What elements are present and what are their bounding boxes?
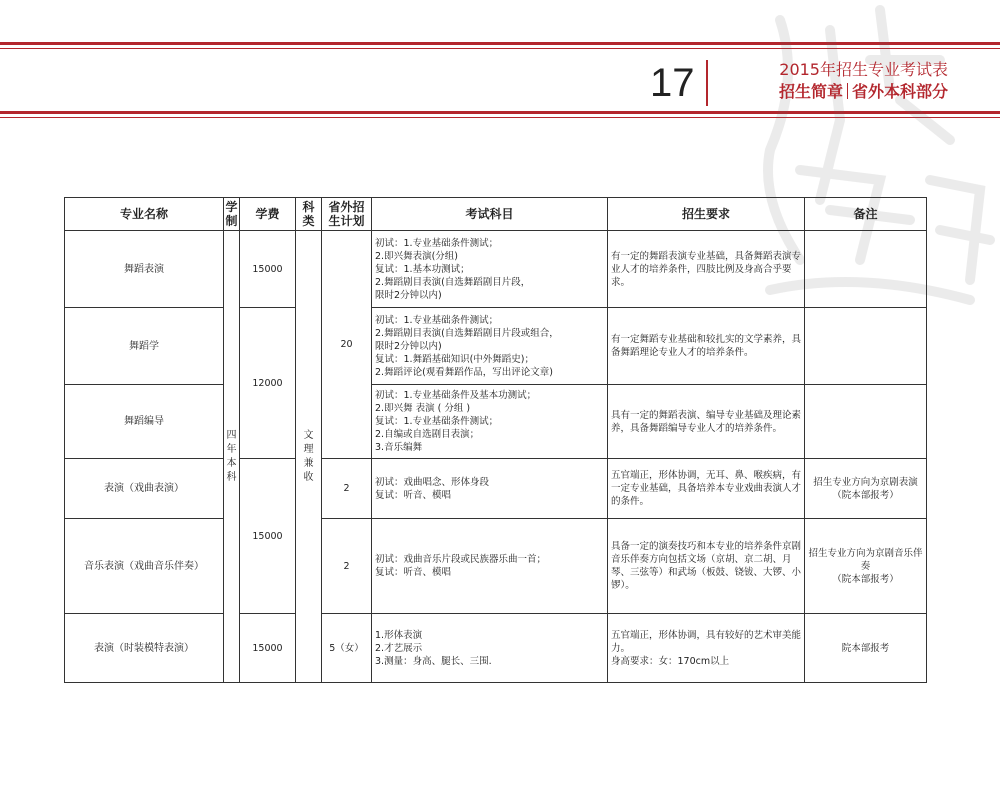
duration-cell: 四年本科 — [224, 231, 240, 683]
table-row — [65, 459, 927, 519]
exam-cell: 初试：戏曲唱念、形体身段 复试：听音、模唱 — [372, 459, 608, 519]
table-header-row — [65, 198, 927, 231]
header-subtitle — [718, 80, 948, 104]
quota-cell: 20 — [322, 231, 372, 459]
header-subtitle-left: 招生简章 — [778, 82, 843, 101]
note-cell: 院本部报考 — [805, 614, 927, 683]
fee-cell: 12000 — [240, 308, 296, 459]
header-subtitle-separator — [847, 83, 848, 99]
fee-cell: 15000 — [240, 459, 296, 614]
header-major: 专业名称 — [65, 198, 224, 231]
requirement-cell: 五官端正，形体协调，具有较好的艺术审美能力。 身高要求：女：170cm以上 — [608, 614, 805, 683]
header-category: 科类 — [296, 198, 322, 231]
major-cell: 舞蹈编导 — [65, 385, 224, 459]
header-quota: 省外招生计划 — [322, 198, 372, 231]
table-row — [65, 308, 927, 385]
header-title: 2015年招生专业考试表 — [779, 60, 948, 79]
admissions-table — [64, 197, 927, 683]
requirement-cell: 有一定的舞蹈表演专业基础，具备舞蹈表演专业人才的培养条件，四肢比例及身高合乎要求。 — [608, 231, 805, 308]
exam-cell: 初试：1.专业基础条件及基本功测试； 2.即兴舞 表演 ( 分组 ) 复试：1.专业基础条件测试； 2.自编或自选剧目表演； 3.音乐编舞 — [372, 385, 608, 459]
fee-cell: 15000 — [240, 614, 296, 683]
exam-cell: 初试：1.专业基础条件测试； 2.即兴舞表演(分组) 复试：1.基本功测试； 2.舞蹈剧目表演(自选舞蹈剧目片段， 限时2分钟以内) — [372, 231, 608, 308]
header-subtitle-right: 省外本科部分 — [851, 82, 948, 101]
table-row — [65, 385, 927, 459]
category-cell: 文理兼收 — [296, 231, 322, 683]
header-fee: 学费 — [240, 198, 296, 231]
exam-cell: 1.形体表演 2.才艺展示 3.测量：身高、腿长、三围. — [372, 614, 608, 683]
exam-cell: 初试：戏曲音乐片段或民族器乐曲一首； 复试：听音、模唱 — [372, 519, 608, 614]
table-row — [65, 231, 927, 308]
header-note: 备注 — [805, 198, 927, 231]
header-exam: 考试科目 — [372, 198, 608, 231]
major-cell: 音乐表演（戏曲音乐伴奏） — [65, 519, 224, 614]
note-cell — [805, 308, 927, 385]
note-cell — [805, 231, 927, 308]
header-text — [718, 60, 948, 104]
requirement-cell: 有一定舞蹈专业基础和较扎实的文学素养，具备舞蹈理论专业人才的培养条件。 — [608, 308, 805, 385]
major-cell: 表演（时装模特表演） — [65, 614, 224, 683]
header-requirement: 招生要求 — [608, 198, 805, 231]
fee-cell: 15000 — [240, 231, 296, 308]
major-cell: 舞蹈学 — [65, 308, 224, 385]
header-divider — [706, 60, 708, 106]
table-row — [65, 614, 927, 683]
header-duration: 学制 — [224, 198, 240, 231]
note-cell: 招生专业方向为京剧表演 （院本部报考） — [805, 459, 927, 519]
major-cell: 表演（戏曲表演） — [65, 459, 224, 519]
note-cell: 招生专业方向为京剧音乐伴奏 （院本部报考） — [805, 519, 927, 614]
requirement-cell: 五官端正，形体协调，无耳、鼻、喉疾病，有一定专业基础，具备培养本专业戏曲表演人才的条件。 — [608, 459, 805, 519]
quota-cell: 2 — [322, 459, 372, 519]
requirement-cell: 具备一定的演奏技巧和本专业的培养条件京剧音乐伴奏方向包括文场（京胡、京二胡、月琴、三弦等）和武场（板鼓、铙钹、大锣、小锣）。 — [608, 519, 805, 614]
note-cell — [805, 385, 927, 459]
quota-cell: 5（女） — [322, 614, 372, 683]
quota-cell: 2 — [322, 519, 372, 614]
requirement-cell: 具有一定的舞蹈表演、编导专业基础及理论素养，具备舞蹈编导专业人才的培养条件。 — [608, 385, 805, 459]
page-number: 17 — [650, 61, 695, 105]
major-cell: 舞蹈表演 — [65, 231, 224, 308]
table-row — [65, 519, 927, 614]
exam-cell: 初试：1.专业基础条件测试； 2.舞蹈剧目表演(自选舞蹈剧目片段或组合， 限时2分钟以内) 复试：1.舞蹈基础知识(中外舞蹈史)； 2.舞蹈评论(观看舞蹈作品，写出评论文章) — [372, 308, 608, 385]
